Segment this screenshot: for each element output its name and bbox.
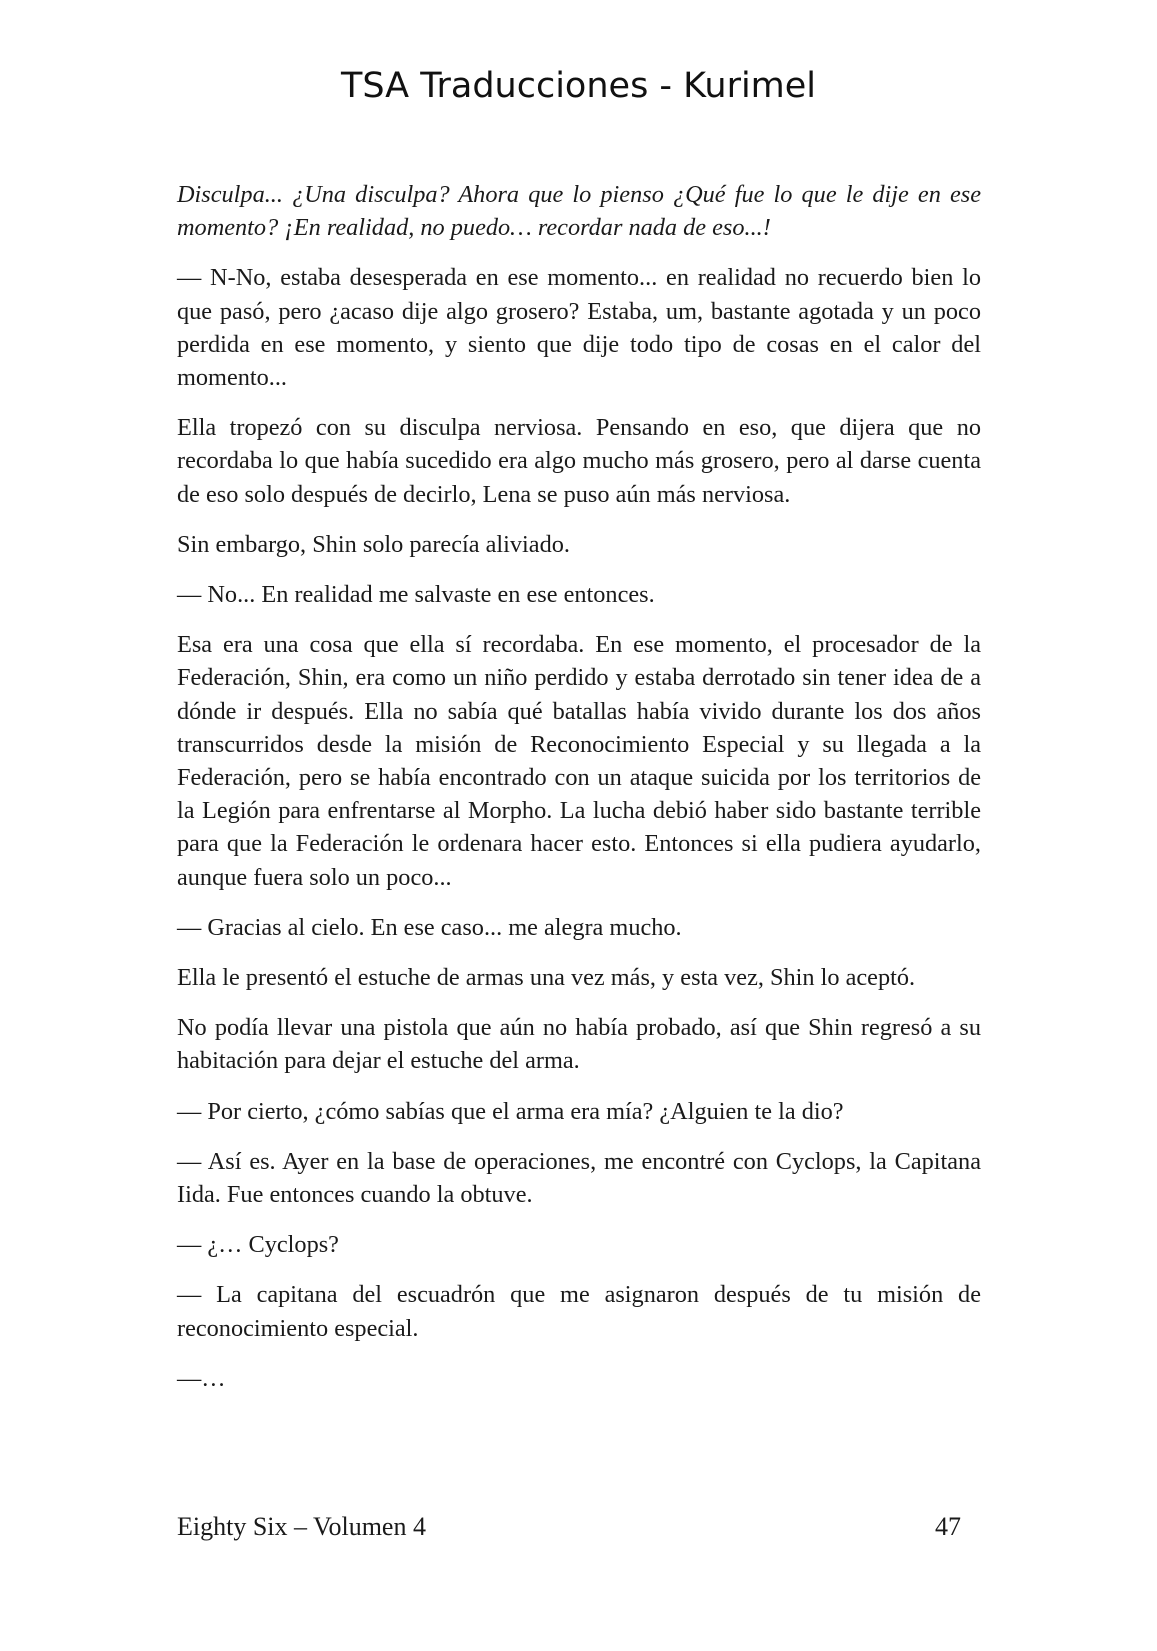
page-header-title: TSA Traducciones - Kurimel <box>340 66 817 106</box>
paragraph: — Por cierto, ¿cómo sabías que el arma era mía? ¿Alguien te la dio? <box>177 1097 844 1125</box>
paragraph: Esa era una cosa que ella sí recordaba. En ese momento, el procesador de la Federación, Shin, era como un niño perdido y estaba derrotado sin tener idea de a dónde ir después. Ella no sabía qué batallas había vivido durante los dos años transcurridos desde la misión de Reconocimiento Especial y su llegada a la Federación, pero se había encontrado con un ataque suicida por los territorios de la Legión para enfrentarse al Morpho. La lucha debió haber sido bastante terrible para que la Federación le ordenara hacer esto. Entonces si ella pudiera ayudarlo, aunque fuera solo un poco... <box>177 631 981 891</box>
paragraph: — No... En realidad me salvaste en ese entonces. <box>177 581 655 609</box>
paragraph: — Gracias al cielo. En ese caso... me alegra mucho. <box>177 913 682 941</box>
paragraph: Disculpa... ¿Una disculpa? Ahora que lo pienso ¿Qué fue lo que le dije en ese momento? ¡En realidad, no puedo… recordar nada de eso...! <box>177 181 981 242</box>
footer-book-title: Eighty Six – Volumen 4 <box>177 1512 426 1541</box>
paragraph: Ella le presentó el estuche de armas una vez más, y esta vez, Shin lo aceptó. <box>177 964 916 992</box>
body-text <box>177 178 981 1412</box>
paragraph: — La capitana del escuadrón que me asignaron después de tu misión de reconocimiento especial. <box>177 1281 981 1342</box>
paragraph: — Así es. Ayer en la base de operaciones, me encontré con Cyclops, la Capitana Iida. Fue entonces cuando la obtuve. <box>177 1147 981 1209</box>
paragraph: Ella tropezó con su disculpa nerviosa. Pensando en eso, que dijera que no recordaba lo que había sucedido era algo mucho más grosero, pero al darse cuenta de eso solo después de decirlo, Lena se puso aún más nerviosa. <box>177 414 981 508</box>
paragraph: No podía llevar una pistola que aún no había probado, así que Shin regresó a su habitación para dejar el estuche del arma. <box>177 1014 981 1075</box>
footer-page-number: 47 <box>935 1512 961 1541</box>
paragraph: —… <box>177 1364 226 1392</box>
paragraph: — N-No, estaba desesperada en ese momento... en realidad no recuerdo bien lo que pasó, pero ¿acaso dije algo grosero? Estaba, um, bastante agotada y un poco perdida en ese momento, y siento que dije todo tipo de cosas en el calor del momento... <box>177 264 981 392</box>
paragraph: — ¿… Cyclops? <box>177 1231 339 1259</box>
paragraph: Sin embargo, Shin solo parecía aliviado. <box>177 530 570 558</box>
